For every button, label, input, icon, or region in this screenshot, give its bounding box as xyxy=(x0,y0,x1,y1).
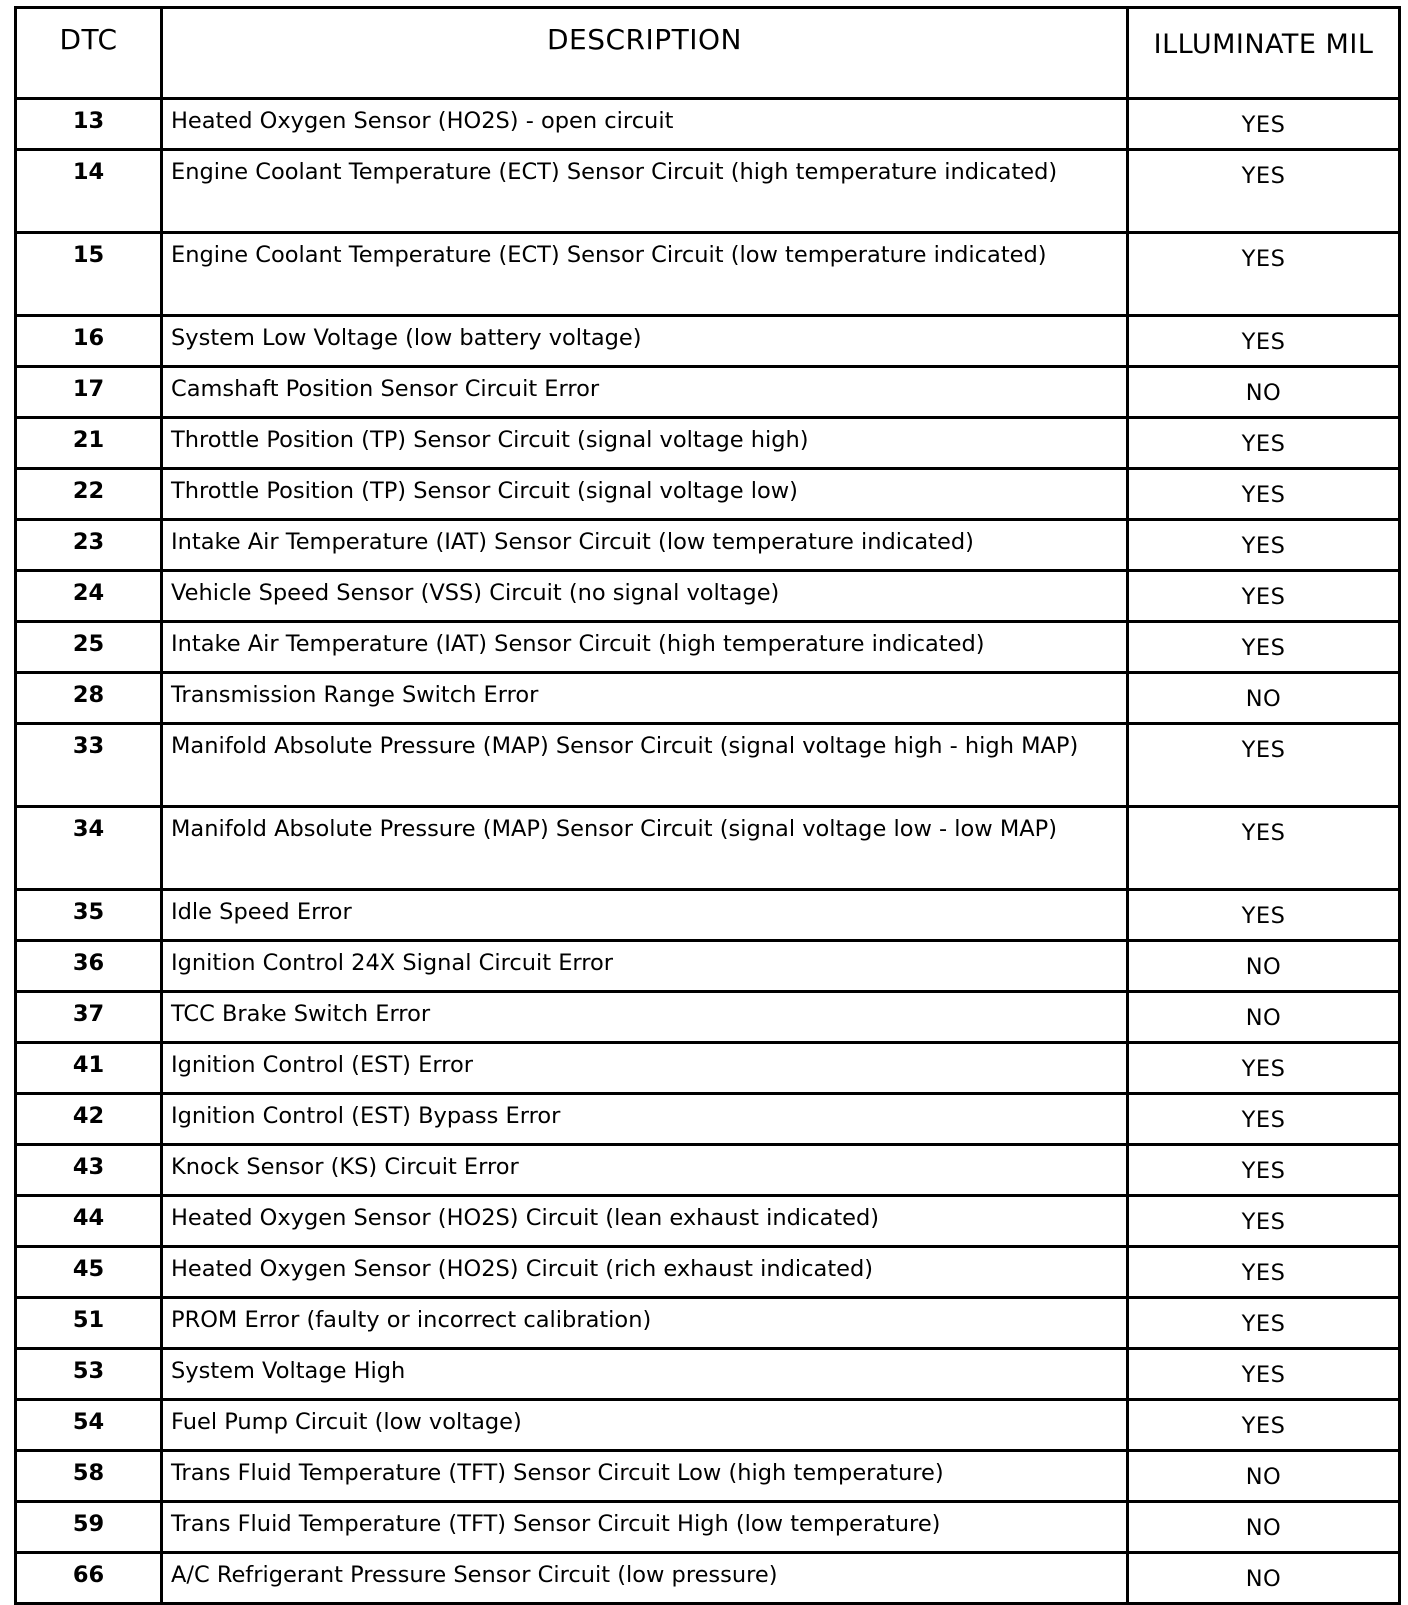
header-dtc: DTC xyxy=(16,8,162,99)
dtc-description: Intake Air Temperature (IAT) Sensor Circuit (low temperature indicated) xyxy=(162,520,1128,571)
table-row xyxy=(16,1196,1400,1247)
table-row xyxy=(16,1400,1400,1451)
dtc-description: Transmission Range Switch Error xyxy=(162,673,1128,724)
dtc-code: 15 xyxy=(16,233,162,316)
dtc-code: 53 xyxy=(16,1349,162,1400)
illuminate-mil-value: YES xyxy=(1128,724,1400,807)
illuminate-mil-value: YES xyxy=(1128,469,1400,520)
illuminate-mil-value: YES xyxy=(1128,1298,1400,1349)
illuminate-mil-value: YES xyxy=(1128,99,1400,150)
illuminate-mil-value: YES xyxy=(1128,520,1400,571)
dtc-code: 14 xyxy=(16,150,162,233)
dtc-code: 45 xyxy=(16,1247,162,1298)
dtc-description: Idle Speed Error xyxy=(162,890,1128,941)
dtc-code: 22 xyxy=(16,469,162,520)
dtc-code: 24 xyxy=(16,571,162,622)
dtc-description: Heated Oxygen Sensor (HO2S) Circuit (lean exhaust indicated) xyxy=(162,1196,1128,1247)
table-row xyxy=(16,1043,1400,1094)
dtc-description: Throttle Position (TP) Sensor Circuit (signal voltage high) xyxy=(162,418,1128,469)
dtc-description: Manifold Absolute Pressure (MAP) Sensor Circuit (signal voltage low - low MAP) xyxy=(162,807,1128,890)
table-row xyxy=(16,1553,1400,1604)
illuminate-mil-value: NO xyxy=(1128,1553,1400,1604)
dtc-code: 36 xyxy=(16,941,162,992)
dtc-code: 59 xyxy=(16,1502,162,1553)
table-row xyxy=(16,807,1400,890)
table-row xyxy=(16,571,1400,622)
dtc-description: Knock Sensor (KS) Circuit Error xyxy=(162,1145,1128,1196)
table-row xyxy=(16,673,1400,724)
dtc-code: 54 xyxy=(16,1400,162,1451)
header-illuminate-mil: ILLUMINATE MIL xyxy=(1128,8,1400,99)
dtc-description: Engine Coolant Temperature (ECT) Sensor Circuit (low temperature indicated) xyxy=(162,233,1128,316)
illuminate-mil-value: YES xyxy=(1128,1145,1400,1196)
table-row xyxy=(16,992,1400,1043)
dtc-description: Ignition Control 24X Signal Circuit Error xyxy=(162,941,1128,992)
dtc-description: TCC Brake Switch Error xyxy=(162,992,1128,1043)
dtc-description: System Low Voltage (low battery voltage) xyxy=(162,316,1128,367)
illuminate-mil-value: NO xyxy=(1128,992,1400,1043)
dtc-code: 17 xyxy=(16,367,162,418)
illuminate-mil-value: YES xyxy=(1128,1043,1400,1094)
dtc-description: Heated Oxygen Sensor (HO2S) - open circuit xyxy=(162,99,1128,150)
dtc-code: 41 xyxy=(16,1043,162,1094)
dtc-code: 13 xyxy=(16,99,162,150)
dtc-code: 25 xyxy=(16,622,162,673)
dtc-description: Camshaft Position Sensor Circuit Error xyxy=(162,367,1128,418)
dtc-description: PROM Error (faulty or incorrect calibration) xyxy=(162,1298,1128,1349)
illuminate-mil-value: YES xyxy=(1128,1349,1400,1400)
dtc-code: 34 xyxy=(16,807,162,890)
table-row xyxy=(16,233,1400,316)
illuminate-mil-value: YES xyxy=(1128,571,1400,622)
dtc-description: Trans Fluid Temperature (TFT) Sensor Circuit Low (high temperature) xyxy=(162,1451,1128,1502)
dtc-code: 37 xyxy=(16,992,162,1043)
dtc-code: 35 xyxy=(16,890,162,941)
illuminate-mil-value: NO xyxy=(1128,941,1400,992)
dtc-table xyxy=(14,6,1401,1605)
illuminate-mil-value: YES xyxy=(1128,1400,1400,1451)
illuminate-mil-value: YES xyxy=(1128,1247,1400,1298)
table-row xyxy=(16,316,1400,367)
dtc-description: Heated Oxygen Sensor (HO2S) Circuit (rich exhaust indicated) xyxy=(162,1247,1128,1298)
table-row xyxy=(16,890,1400,941)
illuminate-mil-value: NO xyxy=(1128,367,1400,418)
table-row xyxy=(16,1145,1400,1196)
dtc-code: 28 xyxy=(16,673,162,724)
table-row xyxy=(16,1298,1400,1349)
dtc-code: 23 xyxy=(16,520,162,571)
table-row xyxy=(16,1247,1400,1298)
dtc-description: Intake Air Temperature (IAT) Sensor Circuit (high temperature indicated) xyxy=(162,622,1128,673)
illuminate-mil-value: NO xyxy=(1128,1451,1400,1502)
illuminate-mil-value: YES xyxy=(1128,1094,1400,1145)
dtc-description: System Voltage High xyxy=(162,1349,1128,1400)
illuminate-mil-value: YES xyxy=(1128,1196,1400,1247)
table-row xyxy=(16,1451,1400,1502)
dtc-description: A/C Refrigerant Pressure Sensor Circuit (low pressure) xyxy=(162,1553,1128,1604)
illuminate-mil-value: YES xyxy=(1128,316,1400,367)
dtc-code: 66 xyxy=(16,1553,162,1604)
table-row xyxy=(16,520,1400,571)
table-row xyxy=(16,1094,1400,1145)
table-header-row xyxy=(16,8,1400,99)
table-row xyxy=(16,469,1400,520)
dtc-description: Fuel Pump Circuit (low voltage) xyxy=(162,1400,1128,1451)
table-body xyxy=(16,99,1400,1604)
dtc-code: 43 xyxy=(16,1145,162,1196)
illuminate-mil-value: YES xyxy=(1128,622,1400,673)
dtc-description: Ignition Control (EST) Bypass Error xyxy=(162,1094,1128,1145)
illuminate-mil-value: YES xyxy=(1128,233,1400,316)
dtc-code: 44 xyxy=(16,1196,162,1247)
dtc-description: Manifold Absolute Pressure (MAP) Sensor Circuit (signal voltage high - high MAP) xyxy=(162,724,1128,807)
dtc-description: Throttle Position (TP) Sensor Circuit (signal voltage low) xyxy=(162,469,1128,520)
header-description: DESCRIPTION xyxy=(162,8,1128,99)
dtc-code: 16 xyxy=(16,316,162,367)
table-row xyxy=(16,724,1400,807)
illuminate-mil-value: YES xyxy=(1128,890,1400,941)
table-row xyxy=(16,622,1400,673)
illuminate-mil-value: YES xyxy=(1128,150,1400,233)
table-row xyxy=(16,150,1400,233)
dtc-code: 33 xyxy=(16,724,162,807)
table-row xyxy=(16,1349,1400,1400)
illuminate-mil-value: NO xyxy=(1128,1502,1400,1553)
dtc-description: Ignition Control (EST) Error xyxy=(162,1043,1128,1094)
table-row xyxy=(16,941,1400,992)
dtc-description: Vehicle Speed Sensor (VSS) Circuit (no signal voltage) xyxy=(162,571,1128,622)
illuminate-mil-value: YES xyxy=(1128,807,1400,890)
table-row xyxy=(16,367,1400,418)
table-row xyxy=(16,1502,1400,1553)
dtc-code: 21 xyxy=(16,418,162,469)
illuminate-mil-value: NO xyxy=(1128,673,1400,724)
dtc-code: 58 xyxy=(16,1451,162,1502)
illuminate-mil-value: YES xyxy=(1128,418,1400,469)
dtc-description: Trans Fluid Temperature (TFT) Sensor Circuit High (low temperature) xyxy=(162,1502,1128,1553)
dtc-code: 51 xyxy=(16,1298,162,1349)
dtc-description: Engine Coolant Temperature (ECT) Sensor Circuit (high temperature indicated) xyxy=(162,150,1128,233)
dtc-code: 42 xyxy=(16,1094,162,1145)
table-row xyxy=(16,99,1400,150)
table-row xyxy=(16,418,1400,469)
